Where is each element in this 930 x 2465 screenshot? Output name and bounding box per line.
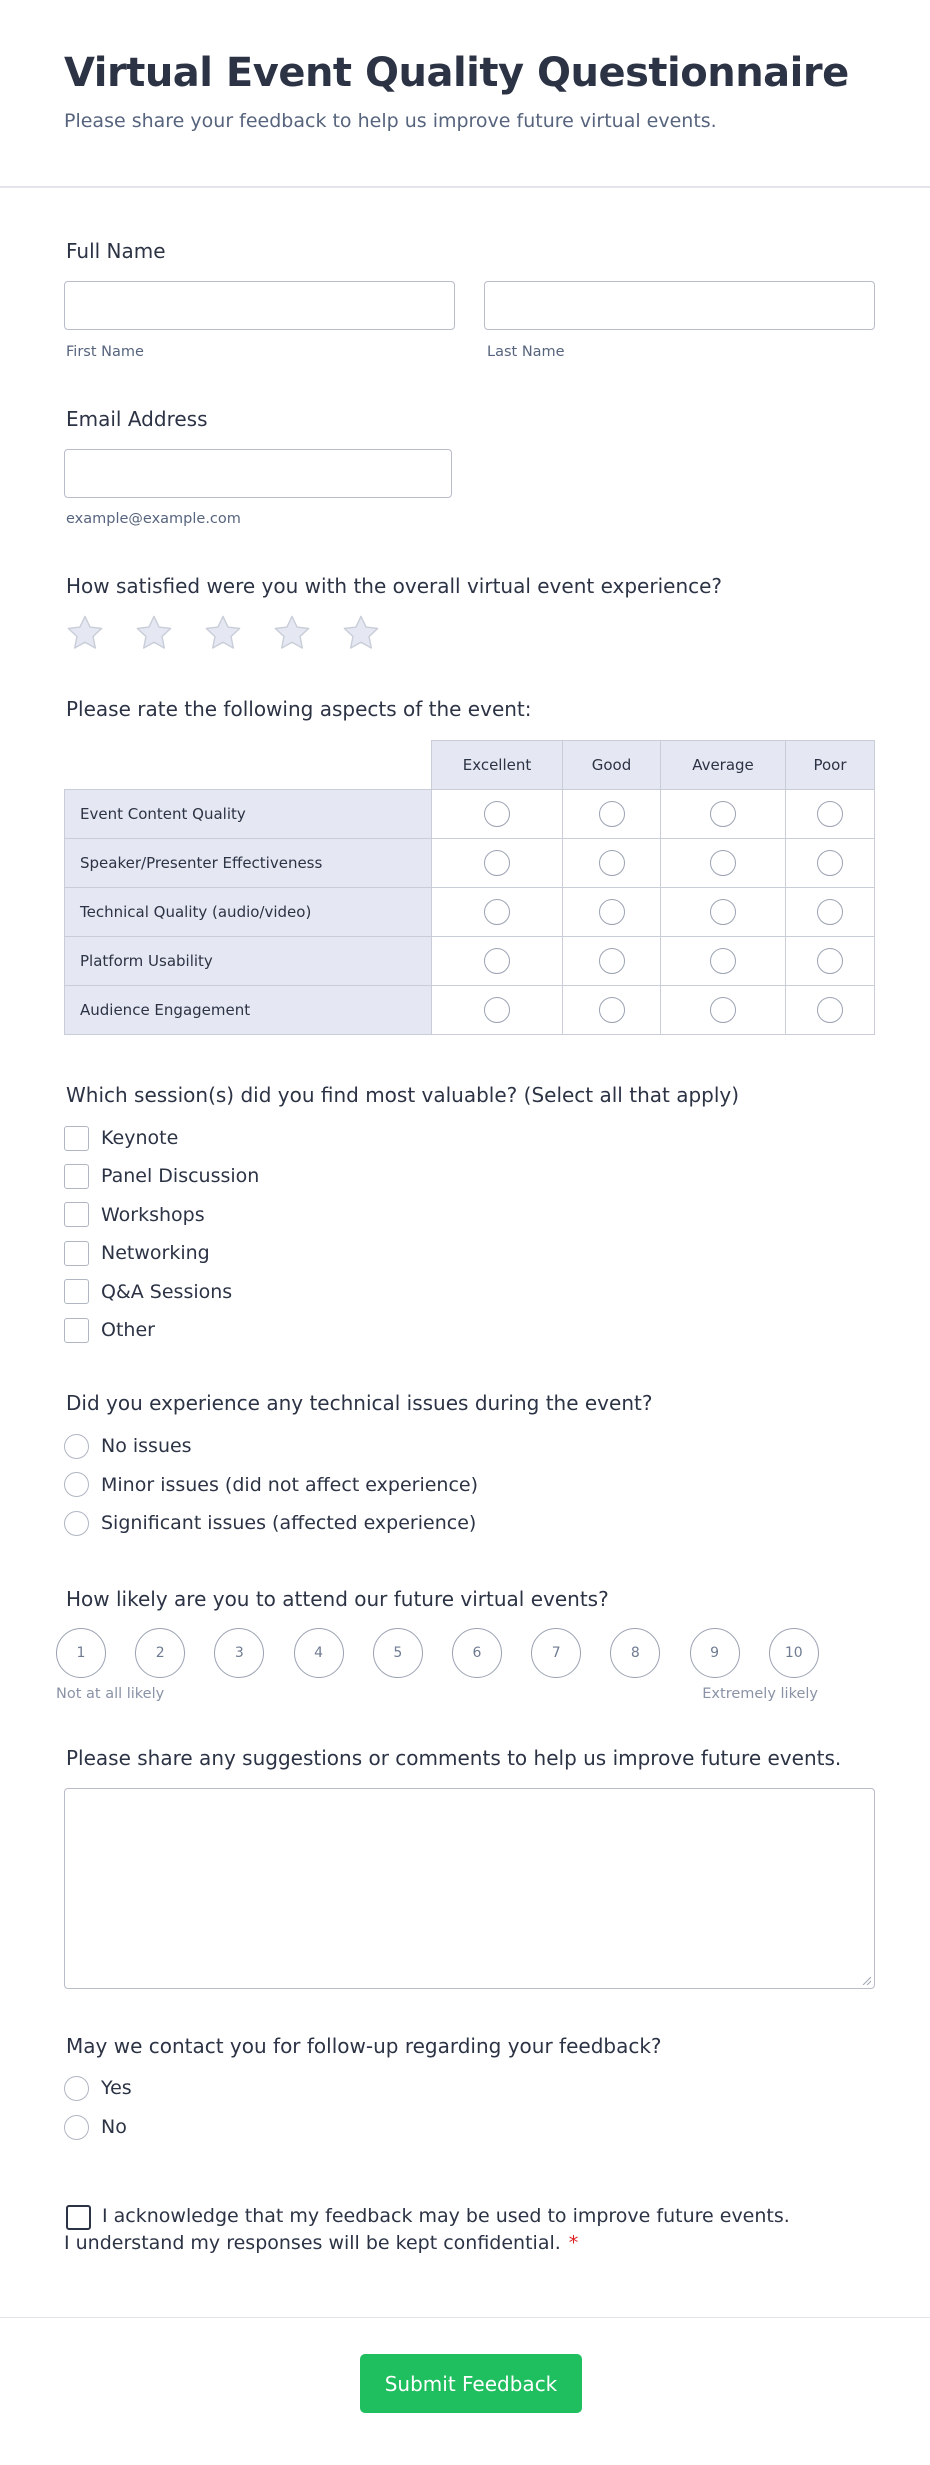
first-name-sublabel: First Name	[66, 344, 144, 360]
email-sublabel: example@example.com	[66, 511, 241, 527]
scale-option-button[interactable]: 6	[452, 1628, 502, 1678]
matrix-radio[interactable]	[710, 997, 736, 1023]
technical-issue-option-label: Significant issues (affected experience)	[101, 1512, 477, 1534]
checkbox[interactable]	[64, 1164, 89, 1189]
matrix-label: Please rate the following aspects of the event:	[66, 697, 532, 721]
matrix-radio[interactable]	[817, 948, 843, 974]
matrix-radio[interactable]	[599, 948, 625, 974]
star-icon[interactable]	[64, 612, 106, 654]
session-option[interactable]	[64, 1124, 178, 1152]
matrix-radio[interactable]	[484, 997, 510, 1023]
acknowledge-line2-text: I understand my responses will be kept confidential.	[64, 2232, 561, 2254]
followup-option[interactable]	[64, 2074, 132, 2102]
scale-option-button[interactable]: 4	[294, 1628, 344, 1678]
checkbox[interactable]	[64, 1279, 89, 1304]
form-header	[0, 0, 930, 188]
followup-option-label: No	[101, 2116, 127, 2138]
scale-option-button[interactable]: 2	[135, 1628, 185, 1678]
page-title: Virtual Event Quality Questionnaire	[64, 50, 849, 96]
session-option-label: Networking	[101, 1242, 210, 1265]
last-name-input[interactable]	[484, 281, 875, 330]
checkbox[interactable]	[64, 1241, 89, 1266]
star-icon[interactable]	[133, 612, 175, 654]
session-option-label: Workshops	[101, 1203, 205, 1226]
suggestions-textarea[interactable]	[64, 1788, 875, 1989]
matrix-cell	[431, 985, 563, 1035]
matrix-column-header: Poor	[785, 740, 875, 790]
matrix-row-label: Speaker/Presenter Effectiveness	[64, 838, 432, 888]
technical-issue-option[interactable]	[64, 1471, 478, 1499]
radio-button[interactable]	[64, 2115, 89, 2140]
scale-option-button[interactable]: 8	[610, 1628, 660, 1678]
matrix-cell	[785, 887, 875, 937]
page-subtitle: Please share your feedback to help us improve future virtual events.	[64, 110, 717, 132]
email-input[interactable]	[64, 449, 452, 498]
matrix-radio[interactable]	[484, 899, 510, 925]
matrix-column-header: Good	[562, 740, 661, 790]
session-option[interactable]	[64, 1162, 259, 1190]
matrix-row-label: Platform Usability	[64, 936, 432, 986]
acknowledge-text-line2	[64, 2232, 578, 2254]
matrix-column-header: Excellent	[431, 740, 563, 790]
session-option-label: Panel Discussion	[101, 1165, 260, 1188]
matrix-cell	[660, 887, 786, 937]
email-label: Email Address	[66, 407, 208, 431]
matrix-cell	[562, 838, 661, 888]
required-mark: *	[568, 2232, 579, 2254]
matrix-row-label: Technical Quality (audio/video)	[64, 887, 432, 937]
scale-option-button[interactable]: 9	[690, 1628, 740, 1678]
session-option[interactable]	[64, 1316, 155, 1344]
matrix-cell	[431, 789, 563, 839]
scale-option-button[interactable]: 3	[214, 1628, 264, 1678]
radio-button[interactable]	[64, 1472, 89, 1497]
matrix-radio[interactable]	[817, 899, 843, 925]
radio-button[interactable]	[64, 1434, 89, 1459]
acknowledge-text-line1: I acknowledge that my feedback may be used to improve future events.	[102, 2205, 790, 2227]
checkbox[interactable]	[64, 1318, 89, 1343]
acknowledge-checkbox[interactable]	[66, 2205, 91, 2230]
satisfaction-label: How satisfied were you with the overall virtual event experience?	[66, 574, 723, 598]
matrix-radio[interactable]	[484, 850, 510, 876]
matrix-cell	[660, 985, 786, 1035]
matrix-radio[interactable]	[599, 801, 625, 827]
session-option[interactable]	[64, 1278, 232, 1306]
matrix-radio[interactable]	[599, 997, 625, 1023]
matrix-radio[interactable]	[710, 801, 736, 827]
scale-option-button[interactable]: 10	[769, 1628, 819, 1678]
matrix-row-label: Event Content Quality	[64, 789, 432, 839]
session-option-label: Q&A Sessions	[101, 1280, 233, 1303]
likelihood-label: How likely are you to attend our future virtual events?	[66, 1587, 609, 1611]
matrix-cell	[660, 838, 786, 888]
matrix-cell	[431, 936, 563, 986]
matrix-cell	[785, 838, 875, 888]
scale-min-label: Not at all likely	[56, 1686, 165, 1702]
scale-option-button[interactable]: 5	[373, 1628, 423, 1678]
submit-button[interactable]: Submit Feedback	[360, 2354, 582, 2413]
full-name-label: Full Name	[66, 239, 166, 263]
checkbox[interactable]	[64, 1126, 89, 1151]
star-icon[interactable]	[271, 612, 313, 654]
matrix-cell	[785, 789, 875, 839]
session-option-label: Keynote	[101, 1127, 179, 1149]
matrix-cell	[660, 789, 786, 839]
matrix-cell	[562, 887, 661, 937]
resize-grip-icon[interactable]	[861, 1975, 871, 1985]
session-option[interactable]	[64, 1201, 205, 1229]
matrix-column-header: Average	[660, 740, 786, 790]
suggestions-label: Please share any suggestions or comments to help us improve future events.	[66, 1746, 842, 1770]
matrix-cell	[431, 887, 563, 937]
technical-issue-option-label: No issues	[101, 1435, 192, 1457]
matrix-radio[interactable]	[817, 801, 843, 827]
star-icon[interactable]	[202, 612, 244, 654]
radio-button[interactable]	[64, 2076, 89, 2101]
matrix-radio[interactable]	[710, 899, 736, 925]
followup-option-label: Yes	[101, 2077, 132, 2099]
matrix-cell	[431, 838, 563, 888]
matrix-radio[interactable]	[599, 899, 625, 925]
session-option[interactable]	[64, 1239, 210, 1267]
matrix-radio[interactable]	[817, 850, 843, 876]
matrix-radio[interactable]	[599, 850, 625, 876]
last-name-sublabel: Last Name	[487, 344, 565, 360]
matrix-cell	[562, 985, 661, 1035]
matrix-radio[interactable]	[817, 997, 843, 1023]
technical-issue-option[interactable]	[64, 1432, 192, 1460]
matrix-cell	[660, 936, 786, 986]
footer-divider	[0, 2317, 930, 2318]
matrix-cell	[562, 936, 661, 986]
matrix-radio[interactable]	[710, 850, 736, 876]
matrix-cell	[562, 789, 661, 839]
scale-option-button[interactable]: 7	[531, 1628, 581, 1678]
matrix-radio[interactable]	[484, 801, 510, 827]
technical-issue-option-label: Minor issues (did not affect experience)	[101, 1473, 479, 1496]
scale-option-button[interactable]: 1	[56, 1628, 106, 1678]
matrix-radio[interactable]	[710, 948, 736, 974]
radio-button[interactable]	[64, 1511, 89, 1536]
matrix-row-label: Audience Engagement	[64, 985, 432, 1035]
sessions-label: Which session(s) did you find most valuable? (Select all that apply)	[66, 1083, 740, 1107]
technical-issue-option[interactable]	[64, 1509, 476, 1537]
star-icon[interactable]	[340, 612, 382, 654]
scale-max-label: Extremely likely	[702, 1686, 818, 1702]
matrix-cell	[785, 985, 875, 1035]
first-name-input[interactable]	[64, 281, 455, 330]
session-option-label: Other	[101, 1319, 155, 1341]
technical-issues-label: Did you experience any technical issues during the event?	[66, 1391, 653, 1415]
followup-label: May we contact you for follow-up regarding your feedback?	[66, 2034, 662, 2058]
followup-option[interactable]	[64, 2113, 127, 2141]
rating-matrix	[64, 740, 875, 1040]
matrix-radio[interactable]	[484, 948, 510, 974]
checkbox[interactable]	[64, 1202, 89, 1227]
matrix-cell	[785, 936, 875, 986]
